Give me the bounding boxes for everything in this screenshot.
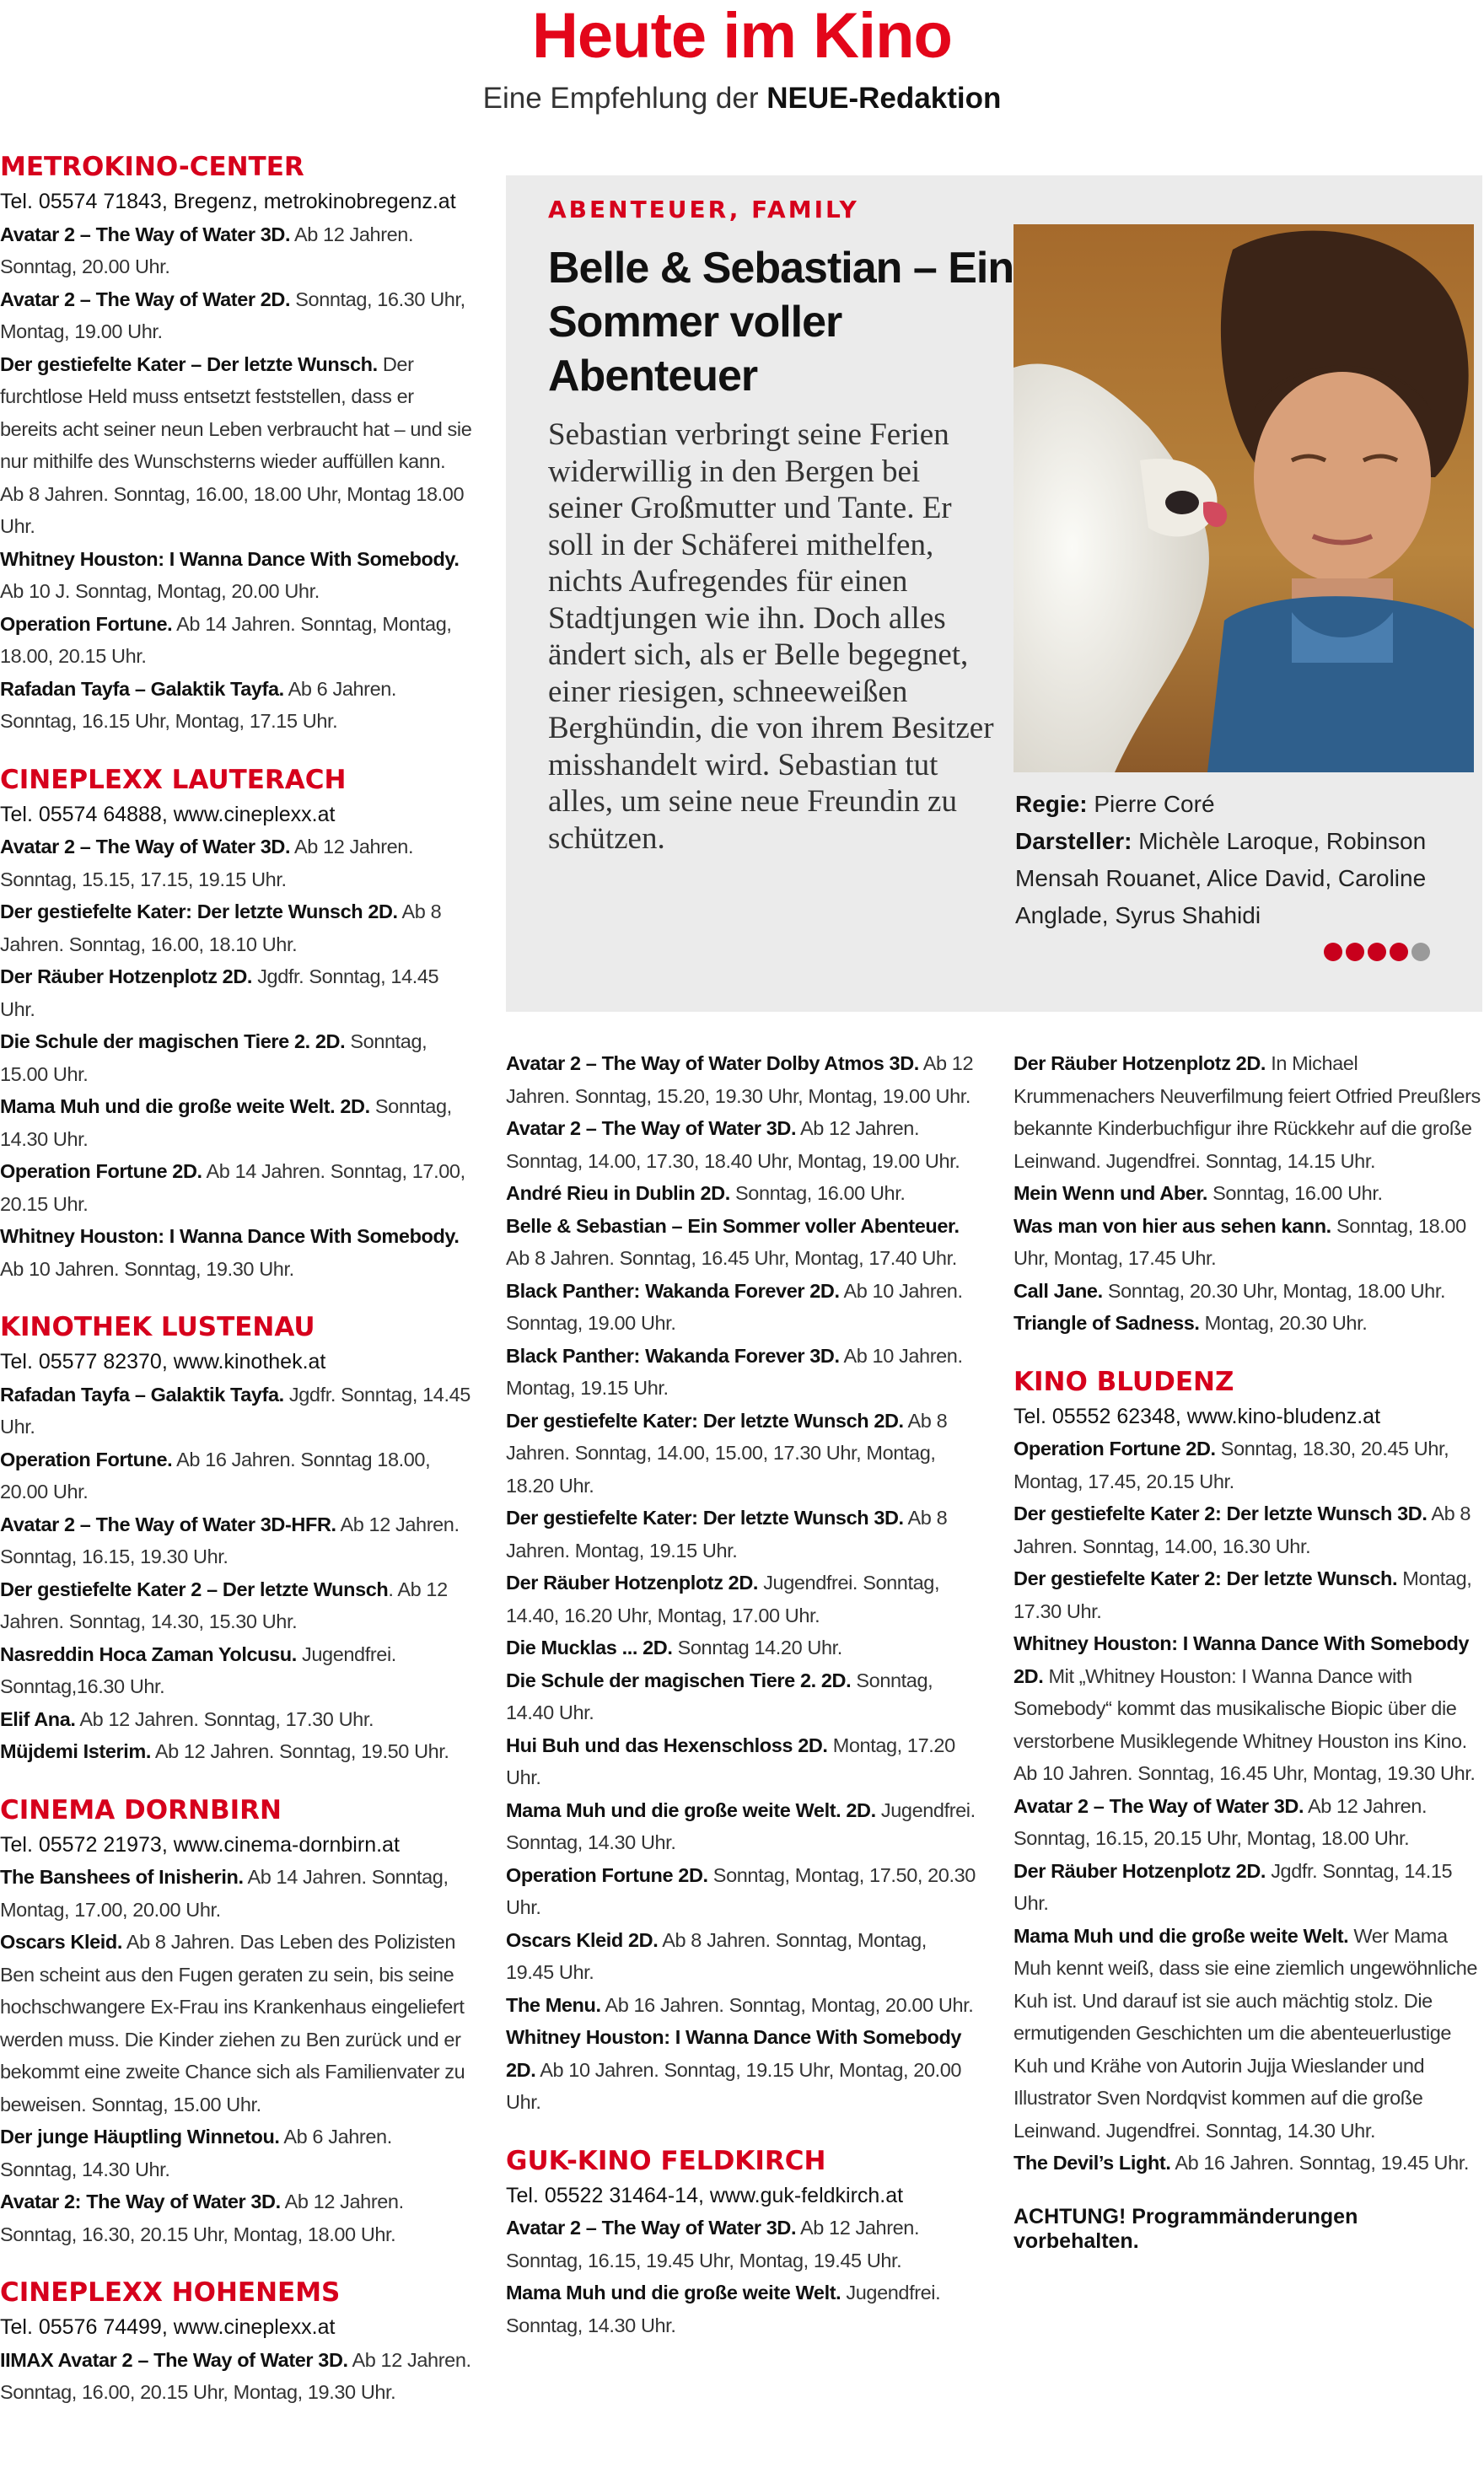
rating-dot-icon [1346, 943, 1364, 961]
listing-details: Ab 14 Jahren. Sonntag, Montag, 17.00, 20.00 Uhr. [0, 1866, 449, 1921]
listing-title: Der gestiefelte Kater: Der letzte Wunsch 3D. [506, 1507, 904, 1529]
cinema-name: CINEMA DORNBIRN [0, 1794, 282, 1825]
director-name: Pierre Coré [1094, 791, 1215, 817]
listing-item [506, 1405, 978, 1503]
rating-dot-icon [1411, 943, 1430, 961]
listing-title: Die Schule der magischen Tiere 2. 2D. [506, 1669, 852, 1691]
listing-title: Black Panther: Wakanda Forever 2D. [506, 1279, 840, 1302]
listing-details: Ab 12 Jahren. Sonntag, 19.50 Uhr. [151, 1740, 449, 1762]
listing-details: Ab 12 Jahren. Sonntag, 16.30, 20.15 Uhr, Montag, 18.00 Uhr. [0, 2191, 404, 2245]
listing-item [1014, 1210, 1482, 1275]
feature-description: Sebastian verbringt seine Ferien widerwillig in den Bergen bei seiner Großmutter und Tante. Er soll in der Schäferei mithelfen, nichts Aufregendes für einen Stadtjungen wie ihn. Doch alles ändert sich, als er Belle begegnet, einer riesigen, schneeweißen Berghündin, die von ihrem Besitzer misshandelt wird. Sebastian tut alles, um seine neue Freundin zu schützen. [548, 417, 994, 856]
listing-title: Mein Wenn und Aber. [1014, 1182, 1208, 1204]
rating-dots [1324, 943, 1430, 961]
cinema-contact: Tel. 05522 31464-14, www.guk-feldkirch.at [506, 2183, 904, 2207]
listing-details: Jugendfrei. Sonntag, 14.40, 16.20 Uhr, Montag, 17.00 Uhr. [506, 1572, 940, 1626]
listing-title: Avatar 2 – The Way of Water 3D. [1014, 1794, 1304, 1817]
listing-title: Mama Muh und die große weite Welt. 2D. [506, 1798, 876, 1821]
listing-item [506, 2212, 978, 2277]
listing-item [506, 1275, 978, 1340]
listing-details: Ab 10 Jahren. Sonntag, 19.00 Uhr. [506, 1279, 963, 1334]
listing-details: Ab 12 Jahren. Sonntag, 14.00, 17.30, 18.40 Uhr, Montag, 19.00 Uhr. [506, 1117, 960, 1172]
listing-title: Avatar 2 – The Way of Water 3D. [506, 2217, 797, 2239]
listing-title: Operation Fortune. [0, 1448, 173, 1470]
cinema-contact: Tel. 05574 64888, www.cineplexx.at [0, 802, 336, 826]
cinema-contact: Tel. 05574 71843, Bregenz, metrokinobregenz.at [0, 190, 456, 213]
listing-item [0, 2185, 472, 2250]
listing-title: Der gestiefelte Kater – Der letzte Wunsch. [0, 352, 378, 375]
cinema-name: KINOTHEK LUSTENAU [0, 1312, 315, 1342]
listing-item [0, 831, 472, 895]
listing-item [0, 673, 472, 738]
listing-details: Ab 14 Jahren. Sonntag, 17.00, 20.15 Uhr. [0, 1160, 465, 1215]
listing-item [1014, 1920, 1482, 2148]
listing-item [0, 2121, 472, 2185]
listing-title: Hui Buh und das Hexenschloss 2D. [506, 1734, 828, 1756]
listing-details: Ab 6 Jahren. Sonntag, 16.15 Uhr, Montag, 17.15 Uhr. [0, 677, 397, 732]
listing-title: Der junge Häuptling Winnetou. [0, 2126, 280, 2148]
listing-item [506, 1567, 978, 1632]
listing-details: Ab 16 Jahren. Sonntag, Montag, 20.00 Uhr. [600, 1993, 974, 2016]
listing-details: Sonntag, 18.00 Uhr, Montag, 17.45 Uhr. [1014, 1214, 1466, 1269]
listing-details: Ab 12 Jahren. Sonntag, 17.30 Uhr. [75, 1707, 374, 1730]
listing-details: Sonntag, 16.00 Uhr. [729, 1182, 906, 1204]
listing-title: Belle & Sebastian – Ein Sommer voller Abenteuer. [506, 1214, 960, 1237]
listing-title: Avatar 2 – The Way of Water Dolby Atmos 3D. [506, 1052, 919, 1074]
cinema-block [0, 1310, 472, 1768]
cinema-block [0, 150, 472, 738]
listing-item [506, 2277, 978, 2341]
cinema-block [0, 1793, 472, 2251]
cinema-block [506, 2144, 978, 2342]
listing-item [506, 1502, 978, 1567]
listing-title: Avatar 2 – The Way of Water 3D. [506, 1117, 797, 1139]
listing-title: Mama Muh und die große weite Welt. [1014, 1924, 1349, 1947]
listing-title: Operation Fortune 2D. [0, 1160, 202, 1182]
listing-item [0, 2344, 472, 2409]
listing-title: Oscars Kleid. [0, 1931, 123, 1953]
listing-item [1014, 1275, 1482, 1308]
listing-title: Whitney Houston: I Wanna Dance With Somebody 2D. [1014, 1632, 1470, 1687]
cinema-name: GUK-KINO FELDKIRCH [506, 2145, 826, 2176]
listing-item [506, 1340, 978, 1405]
listing-details: Jugendfrei. Sonntag, 14.30 Uhr. [506, 2282, 941, 2336]
listing-item [506, 1112, 978, 1177]
listing-item [1014, 1177, 1482, 1210]
column-middle [506, 1047, 978, 2367]
listing-details: Ab 8 Jahren. Sonntag, 14.00, 16.30 Uhr. [1014, 1503, 1471, 1557]
listing-details: Ab 12 Jahren. Sonntag, 16.00, 20.15 Uhr, Montag, 19.30 Uhr. [0, 2348, 471, 2403]
listing-details: Ab 12 Jahren. Sonntag, 16.15, 20.15 Uhr, Montag, 18.00 Uhr. [1014, 1794, 1428, 1849]
listing-title: Der gestiefelte Kater 2: Der letzte Wunsch 3D. [1014, 1503, 1428, 1524]
listing-details: Ab 10 Jahren. Montag, 19.15 Uhr. [506, 1344, 963, 1399]
listing-item [506, 1632, 978, 1664]
listing-item [0, 1573, 472, 1638]
listing-details: Ab 8 Jahren. Sonntag, 16.00, 18.10 Uhr. [0, 900, 442, 955]
listing-item [0, 283, 472, 348]
listing-details: Ab 12 Jahren. Sonntag, 15.15, 17.15, 19.15 Uhr. [0, 836, 414, 890]
listing-title: The Banshees of Inisherin. [0, 1866, 244, 1888]
listing-title: Der Räuber Hotzenplotz 2D. [0, 965, 253, 987]
listing-item [1014, 1307, 1482, 1340]
listing-item [0, 1379, 472, 1443]
listing-details: Ab 8 Jahren. Sonntag, 16.45 Uhr, Montag, 17.40 Uhr. [506, 1247, 957, 1269]
listing-details: Ab 10 J. Sonntag, Montag, 20.00 Uhr. [0, 580, 320, 602]
listing-item [506, 1859, 978, 1924]
listing-details: Ab 12 Jahren. Sonntag, 15.20, 19.30 Uhr, Montag, 19.00 Uhr. [506, 1052, 974, 1107]
listing-details: Ab 12 Jahren. Sonntag, 16.15, 19.30 Uhr. [0, 1513, 460, 1567]
listing-details: Ab 10 Jahren. Sonntag, 19.30 Uhr. [0, 1257, 294, 1280]
listing-item [1014, 1562, 1482, 1627]
listing-item [0, 1735, 472, 1768]
listing-item [0, 1025, 472, 1090]
column-right [1014, 1047, 1482, 2254]
listing-title: Operation Fortune 2D. [1014, 1438, 1216, 1460]
listing-title: Mama Muh und die große weite Welt. [506, 2282, 841, 2304]
cinema-block [506, 1047, 978, 2119]
listing-title: Der gestiefelte Kater: Der letzte Wunsch 2D. [0, 900, 398, 922]
listing-title: Operation Fortune 2D. [506, 1863, 708, 1886]
listing-title: The Devil’s Light. [1014, 2152, 1171, 2174]
listing-item [1014, 1790, 1482, 1855]
listing-details: Jgdfr. Sonntag, 14.45 Uhr. [0, 1383, 470, 1438]
listing-details: Wer Mama Muh kennt weiß, dass sie eine ziemlich ungewöhnliche Kuh ist. Und darauf ist sie auch mächtig stolz. Die ermutigenden Geschichten um die abenteuerlustige Kuh und Krähe von Autorin Jujja Wieslander und Illustrator Sven Nordqvist kommen auf die große Leinwand. Jugendfrei. Sonntag, 14.30 Uhr. [1014, 1924, 1478, 2142]
cinema-contact: Tel. 05572 21973, www.cinema-dornbirn.at [0, 1832, 400, 1857]
listing-title: Der gestiefelte Kater 2: Der letzte Wunsch. [1014, 1567, 1398, 1589]
listing-title: Avatar 2: The Way of Water 3D. [0, 2191, 281, 2212]
listing-title: Avatar 2 – The Way of Water 2D. [0, 288, 291, 310]
listing-item [0, 543, 472, 608]
listing-item [506, 2021, 978, 2119]
listing-details: Ab 8 Jahren. Sonntag, 14.00, 15.00, 17.30 Uhr, Montag, 18.20 Uhr. [506, 1409, 948, 1497]
listing-details: Mit „Whitney Houston: I Wanna Dance with Somebody“ kommt das musikalische Biopic über die verstorbene Musiklegende Whitney Houston ins Kino. Ab 10 Jahren. Sonntag, 16.45 Uhr, Montag, 19.30 Uhr. [1014, 1664, 1476, 1784]
listing-title: Triangle of Sadness. [1014, 1312, 1200, 1334]
listing-item [0, 348, 472, 543]
cinema-name: KINO BLUDENZ [1014, 1366, 1234, 1397]
listing-title: Der gestiefelte Kater 2 – Der letzte Wunsch [0, 1578, 389, 1600]
cinema-block [1014, 1365, 1482, 2180]
listing-item [0, 1638, 472, 1703]
listing-title: Der Räuber Hotzenplotz 2D. [506, 1572, 759, 1594]
listing-details: Jugendfrei. Sonntag,16.30 Uhr. [0, 1642, 396, 1697]
listing-item [0, 1220, 472, 1285]
listing-item [1014, 1433, 1482, 1497]
listing-details: Ab 12 Jahren. Sonntag, 20.00 Uhr. [0, 223, 414, 277]
listing-title: Die Schule der magischen Tiere 2. 2D. [0, 1030, 346, 1052]
cast-names: Michèle Laroque, Robinson Mensah Rouanet, Alice David, Caroline Anglade, Syrus Shahidi [1015, 828, 1427, 928]
listing-title: Avatar 2 – The Way of Water 3D. [0, 836, 291, 857]
listing-title: Der Räuber Hotzenplotz 2D. [1014, 1859, 1266, 1882]
director-label: Regie: [1015, 791, 1088, 817]
listing-item [506, 1729, 978, 1794]
listing-item [1014, 1047, 1482, 1177]
listing-item [506, 1047, 978, 1112]
listing-item [506, 1664, 978, 1729]
listing-details: Jgdfr. Sonntag, 14.45 Uhr. [0, 965, 439, 1020]
listing-details: Sonntag, 16.30 Uhr, Montag, 19.00 Uhr. [0, 288, 465, 342]
feature-credits [1015, 786, 1471, 934]
cinema-name: CINEPLEXX LAUTERACH [0, 764, 347, 795]
listing-details: Ab 12 Jahren. Sonntag, 16.15, 19.45 Uhr, Montag, 19.45 Uhr. [506, 2217, 920, 2271]
cinema-name: CINEPLEXX HOHENEMS [0, 2277, 341, 2308]
footer-note: ACHTUNG! Programmänderungen vorbehalten. [1014, 2204, 1358, 2253]
listing-details: Sonntag, 20.30 Uhr, Montag, 18.00 Uhr. [1102, 1279, 1446, 1302]
rating-dot-icon [1368, 943, 1386, 961]
feature-category: ABENTEUER, FAMILY [548, 196, 859, 223]
listing-item [0, 895, 472, 960]
listing-title: Der gestiefelte Kater: Der letzte Wunsch 2D. [506, 1409, 904, 1432]
listing-item [506, 1924, 978, 1989]
listing-title: Die Mucklas ... 2D. [506, 1637, 673, 1658]
listing-item [506, 1794, 978, 1859]
listing-details: Montag, 17.30 Uhr. [1014, 1567, 1472, 1622]
listing-item [0, 218, 472, 283]
listing-item [506, 1177, 978, 1210]
feature-title: Belle & Sebastian – Ein Sommer voller Abenteuer [548, 244, 1014, 400]
listing-details: . Ab 12 Jahren. Sonntag, 14.30, 15.30 Uhr. [0, 1578, 448, 1632]
listing-title: Oscars Kleid 2D. [506, 1928, 659, 1951]
listing-item [0, 1508, 472, 1573]
listing-title: Black Panther: Wakanda Forever 3D. [506, 1344, 840, 1367]
listing-details: Ab 10 Jahren. Sonntag, 19.15 Uhr, Montag, 20.00 Uhr. [506, 2058, 962, 2113]
listing-item [0, 960, 472, 1025]
cinema-contact: Tel. 05576 74499, www.cineplexx.at [0, 2315, 336, 2339]
listing-title: Mama Muh und die große weite Welt. 2D. [0, 1095, 370, 1117]
cast-label: Darsteller: [1015, 828, 1132, 854]
listing-title: Der Räuber Hotzenplotz 2D. [1014, 1052, 1266, 1074]
listing-item [0, 1155, 472, 1220]
subtitle-prefix: Eine Empfehlung der [482, 82, 767, 115]
listing-details: Ab 16 Jahren. Sonntag, 19.45 Uhr. [1170, 2152, 1470, 2174]
listing-details: Sonntag, 14.40 Uhr. [506, 1669, 933, 1723]
listing-details: Ab 16 Jahren. Sonntag 18.00, 20.00 Uhr. [0, 1448, 431, 1503]
listing-title: Müjdemi Isterim. [0, 1740, 152, 1762]
listing-details: Montag, 17.20 Uhr. [506, 1734, 955, 1788]
listing-details: Jgdfr. Sonntag, 14.15 Uhr. [1014, 1859, 1453, 1914]
cinema-block [1014, 1047, 1482, 1340]
listing-item [506, 1989, 978, 2022]
subtitle-bold: NEUE-Redaktion [766, 82, 1002, 115]
listing-title: Call Jane. [1014, 1279, 1103, 1302]
rating-dot-icon [1324, 943, 1342, 961]
listing-title: Whitney Houston: I Wanna Dance With Somebody 2D. [506, 2026, 962, 2081]
listing-title: Operation Fortune. [0, 612, 173, 635]
listing-details: Sonntag 14.20 Uhr. [672, 1637, 842, 1658]
listing-details: Ab 6 Jahren. Sonntag, 14.30 Uhr. [0, 2126, 392, 2180]
listing-title: Whitney Houston: I Wanna Dance With Somebody. [0, 547, 460, 570]
listing-details: Sonntag, Montag, 17.50, 20.30 Uhr. [506, 1863, 976, 1918]
listing-details: Ab 14 Jahren. Sonntag, Montag, 18.00, 20.15 Uhr. [0, 612, 452, 667]
cinema-block [0, 763, 472, 1286]
listing-details: Sonntag, 16.00 Uhr. [1207, 1182, 1383, 1204]
listing-details: Ab 8 Jahren. Das Leben des Polizisten Ben scheint aus den Fugen geraten zu sein, bis seine hochschwangere Ex-Frau ins Krankenhaus eingeliefert werden muss. Die Kinder ziehen zu Ben zurück und er bekommt eine zweite Chance sich als Familienvater zu beweisen. Sonntag, 15.00 Uhr. [0, 1931, 465, 2115]
listing-title: IIMAX Avatar 2 – The Way of Water 3D. [0, 2348, 348, 2371]
listing-details: Sonntag, 18.30, 20.45 Uhr, Montag, 17.45, 20.15 Uhr. [1014, 1438, 1449, 1492]
listing-item [506, 1210, 978, 1275]
listing-details: Jugendfrei. Sonntag, 14.30 Uhr. [506, 1798, 976, 1853]
listing-item [0, 1090, 472, 1155]
column-left [0, 150, 472, 2434]
feature-panel [506, 175, 1482, 1012]
listing-item [0, 1443, 472, 1508]
listing-details: Sonntag, 14.30 Uhr. [0, 1095, 452, 1150]
listing-title: Was man von hier aus sehen kann. [1014, 1214, 1331, 1237]
listing-item [0, 1861, 472, 1926]
listing-details: In Michael Krummenachers Neuverfilmung feiert Otfried Preußlers bekannte Kinderbuchfigur ihre Rückkehr auf die große Leinwand. Jugendfrei. Sonntag, 14.15 Uhr. [1014, 1052, 1481, 1172]
listing-title: Avatar 2 – The Way of Water 3D-HFR. [0, 1513, 336, 1535]
listing-item [0, 1703, 472, 1736]
listing-details: Montag, 20.30 Uhr. [1199, 1312, 1368, 1334]
listing-title: André Rieu in Dublin 2D. [506, 1182, 730, 1204]
listing-details: Ab 8 Jahren. Sonntag, Montag, 19.45 Uhr. [506, 1928, 927, 1983]
boy-and-dog-photo [1014, 224, 1474, 772]
feature-photo [1014, 224, 1474, 772]
listing-title: Avatar 2 – The Way of Water 3D. [0, 223, 291, 245]
page-subtitle [0, 81, 1484, 116]
cinema-contact: Tel. 05577 82370, www.kinothek.at [0, 1350, 326, 1374]
listing-item [1014, 1627, 1482, 1790]
listing-title: Rafadan Tayfa – Galaktik Tayfa. [0, 1383, 284, 1406]
cinema-contact: Tel. 05552 62348, www.kino-bludenz.at [1014, 1404, 1381, 1428]
listing-item [0, 1926, 472, 2121]
listing-title: The Menu. [506, 1993, 601, 2016]
rating-dot-icon [1390, 943, 1408, 961]
page-title: Heute im Kino [532, 0, 952, 72]
listing-details: Der furchtlose Held muss entsetzt feststellen, dass er bereits acht seiner neun Leben verbraucht hat – und sie nur mithilfe des Wunschsterns wieder auffüllen kann. Ab 8 Jahren. Sonntag, 16.00, 18.00 Uhr, Montag 18.00 Uhr. [0, 352, 472, 537]
listing-title: Whitney Houston: I Wanna Dance With Somebody. [0, 1225, 460, 1247]
cinema-block [0, 2276, 472, 2409]
listing-item [0, 608, 472, 673]
listing-item [1014, 1855, 1482, 1920]
listing-item [1014, 1497, 1482, 1562]
listing-details: Sonntag, 15.00 Uhr. [0, 1030, 427, 1085]
cinema-name: METROKINO-CENTER [0, 152, 304, 182]
listing-item [1014, 2147, 1482, 2180]
listing-title: Rafadan Tayfa – Galaktik Tayfa. [0, 677, 284, 700]
listing-title: Nasreddin Hoca Zaman Yolcusu. [0, 1642, 297, 1665]
listing-details: Ab 8 Jahren. Montag, 19.15 Uhr. [506, 1507, 948, 1562]
listing-title: Elif Ana. [0, 1707, 76, 1730]
